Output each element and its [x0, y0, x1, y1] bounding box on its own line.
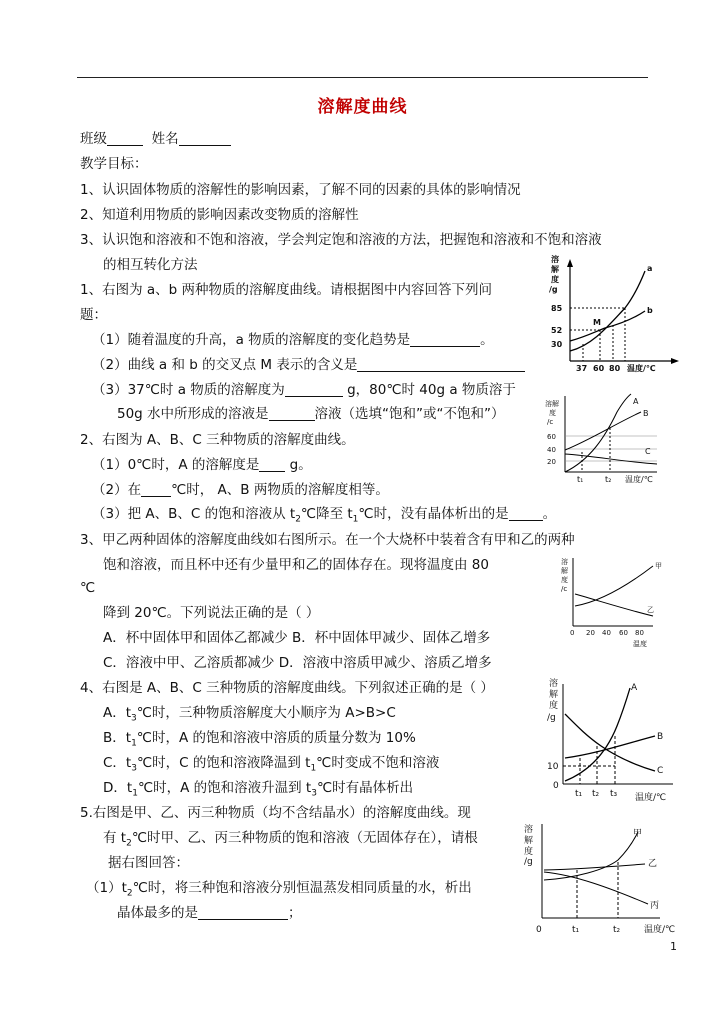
subscript: 1 — [352, 514, 359, 525]
option-text: ℃时有晶体析出 — [316, 780, 414, 796]
q1-part1 — [92, 331, 494, 349]
option-text: D．t — [103, 780, 133, 796]
stem-text: ℃时甲、乙、丙三种物质的饱和溶液（无固体存在），请根 — [131, 830, 478, 846]
curve-yi — [575, 594, 653, 616]
axis-label: /g — [549, 285, 558, 294]
curve-label: 甲 — [633, 829, 643, 839]
curve-label: A — [631, 683, 638, 693]
y-axis-label — [549, 254, 559, 294]
axis-label: 溶 — [561, 558, 568, 566]
q3-stem: 3、甲乙两种固体的溶解度曲线如右图所示。在一个大烧杯中装着含有甲和乙的两种 — [80, 532, 575, 548]
subscript: 1 — [132, 788, 138, 799]
q2-part2 — [92, 481, 389, 499]
goal-item: 3、认识饱和溶液和不饱和溶液，学会判定饱和溶液的方法，把握饱和溶液和不饱和溶液 — [80, 232, 602, 248]
q2-part2-end: ℃时， A、B 两物质的溶解度相等。 — [171, 482, 389, 498]
tick-label: 30 — [551, 340, 563, 349]
axis-label: 解 — [549, 690, 559, 700]
axis-label: 温度/℃ — [644, 925, 676, 935]
q2-part3-text-a: （3）把 A、B、C 的饱和溶液从 t — [92, 506, 296, 522]
q1-part3-blank1 — [285, 382, 343, 397]
tick-label: 37 — [576, 364, 588, 373]
option-text: ℃时，A 的饱和溶液升温到 t — [137, 780, 312, 796]
goal-item: 的相互转化方法 — [103, 257, 198, 273]
tick-label: 0 — [570, 629, 575, 637]
goal-item: 1、认识固体物质的溶解性的影响因素，了解不同的因素的具体的影响情况 — [80, 182, 521, 198]
q1-part3-cont — [117, 405, 505, 423]
q1-part2-text: （2）曲线 a 和 b 的交叉点 M 表示的含义是 — [92, 357, 358, 373]
q5-part1 — [86, 879, 472, 903]
axis-label: 度 — [551, 275, 559, 284]
figure-solubility-abc-1 — [545, 392, 685, 487]
axis-label: 解 — [524, 836, 534, 846]
tick-label: t₁ — [572, 925, 580, 935]
q5-part1-blank — [198, 905, 288, 920]
q1-part3-text-d: 溶液（选填“饱和”或“不饱和”） — [314, 406, 505, 422]
tick-label: 80 — [609, 364, 621, 373]
q1-part3-text-c: 50g 水中所形成的溶液是 — [117, 406, 269, 422]
q5-stem-cont — [103, 829, 478, 853]
axis-label: 溶解 — [545, 400, 559, 408]
option-text: ℃时，A 的饱和溶液中溶质的质量分数为 10% — [136, 730, 416, 746]
name-label: 姓名 — [151, 131, 179, 147]
stem-text: 有 t — [103, 830, 127, 846]
curve-label: 乙 — [647, 606, 654, 614]
q1-part3-text-a: （3）37℃时 a 物质的溶解度为 — [92, 382, 285, 398]
q3-stem-unit: ℃ — [80, 580, 96, 596]
class-name-row — [80, 130, 231, 148]
q5-stem: 5.右图是甲、乙、丙三种物质（均不含结晶水）的溶解度曲线。现 — [80, 805, 471, 821]
axis-label: 溶 — [551, 255, 559, 264]
q2-part2-text: （2）在 — [92, 482, 142, 498]
goals-heading: 教学目标： — [80, 156, 148, 172]
curve-label: B — [643, 409, 649, 418]
option-text: C．t — [103, 755, 132, 771]
axis-label: 温度 — [633, 640, 647, 648]
q2-part1 — [92, 456, 312, 474]
curve-yi — [544, 864, 645, 870]
curve-label: C — [657, 766, 664, 776]
header-rule — [77, 77, 648, 78]
tick-label: t₂ — [605, 475, 612, 484]
q1-part3-blank2 — [269, 406, 315, 421]
axis-label: 度 — [549, 409, 556, 417]
axis-label: 度 — [524, 847, 534, 857]
option-text: ℃时变成不饱和溶液 — [316, 755, 440, 771]
q2-part1-blank — [259, 457, 285, 472]
subscript: 3 — [131, 763, 137, 774]
tick-label: 60 — [619, 629, 628, 637]
x-axis-arrow — [671, 358, 679, 364]
curve-label: b — [647, 306, 653, 315]
part-text: ℃时，将三种饱和溶液分别恒温蒸发相同质量的水，析出 — [132, 880, 472, 896]
option-text: A．t — [103, 705, 132, 721]
q3-options-ab: A．杯中固体甲和固体乙都减少 B．杯中固体甲减少、固体乙增多 — [103, 630, 491, 646]
q1-part1-end: 。 — [480, 332, 494, 348]
q2-part3-end: 。 — [542, 506, 557, 522]
q1-part2-blank — [357, 357, 525, 372]
axis-label: 溶 — [549, 679, 559, 689]
q2-part3 — [92, 505, 556, 529]
axis-label: /g — [524, 857, 533, 867]
q3-question: 降到 20℃。下列说法正确的是（ ） — [103, 605, 320, 621]
q5-part1-cont — [117, 904, 302, 922]
axis-label: 度 — [561, 576, 568, 584]
class-label: 班级 — [80, 131, 107, 147]
point-label: M — [593, 318, 601, 327]
part-text: ； — [288, 905, 302, 921]
q1-part1-blank — [410, 332, 480, 347]
q1-stem: 1、右图为 a、b 两种物质的溶解度曲线。请根据图中内容回答下列问 — [80, 282, 493, 298]
q3-options-cd: C．溶液中甲、乙溶质都减少 D．溶液中溶质甲减少、溶质乙增多 — [103, 655, 492, 671]
axis-label: /c — [547, 418, 554, 426]
q2-part3-blank — [509, 506, 543, 521]
q2-part1-text: （1）0℃时，A 的溶解度是 — [92, 457, 260, 473]
q3-stem-cont: 饱和溶液，而且杯中还有少量甲和乙的固体存在。现将温度由 80 — [103, 557, 489, 573]
subscript: 3 — [311, 788, 317, 799]
tick-label: t₂ — [613, 925, 621, 935]
part-text: （1）t — [86, 880, 127, 896]
tick-label: 80 — [635, 629, 644, 637]
tick-label: t₂ — [592, 789, 600, 799]
tick-label: 10 — [547, 762, 559, 772]
curve-label: 甲 — [655, 562, 662, 570]
q4-option-d — [103, 779, 413, 803]
option-text: ℃时，三种物质溶解度大小顺序为 A>B>C — [136, 705, 396, 721]
option-text: B．t — [103, 730, 132, 746]
axis-label: 温度/℃ — [627, 364, 656, 373]
q4-option-b — [103, 729, 416, 753]
curve-label: a — [647, 264, 653, 273]
tick-label: t₁ — [575, 789, 583, 799]
q1-part3 — [92, 381, 516, 399]
axis-label: 度 — [549, 701, 559, 711]
q1-part3-text-b: g，80℃时 40g a 物质溶于 — [342, 382, 516, 398]
tick-label: 20 — [586, 629, 595, 637]
part-text: 晶体最多的是 — [117, 905, 198, 921]
axis-label: /g — [547, 713, 556, 723]
tick-label: t₃ — [610, 789, 618, 799]
curve-label: 丙 — [650, 901, 660, 911]
q1-stem-cont: 题： — [80, 307, 107, 323]
curve-bing — [544, 872, 648, 904]
axis-label: /c — [561, 585, 568, 593]
goal-item: 2、知道利用物质的影响因素改变物质的溶解性 — [80, 207, 359, 223]
axis-label: 解 — [561, 567, 568, 575]
tick-label: t₁ — [577, 475, 584, 484]
curve-jia — [544, 832, 638, 880]
q4-option-a — [103, 704, 396, 728]
q4-option-c — [103, 754, 439, 778]
axis-label: 解 — [551, 265, 559, 274]
curve-jia — [575, 566, 653, 606]
axis-label: 温度/℃ — [635, 793, 667, 803]
page-title: 溶解度曲线 — [317, 97, 408, 117]
curve-label: C — [645, 447, 651, 456]
tick-label: 60 — [547, 433, 556, 441]
axis-label: 温度/℃ — [625, 475, 653, 484]
q5-stem-end: 据右图回答： — [108, 855, 189, 871]
tick-label: 40 — [602, 629, 611, 637]
tick-label: 60 — [593, 364, 605, 373]
tick-label: 52 — [551, 326, 563, 335]
curve-label: A — [633, 397, 639, 406]
subscript: 1 — [310, 763, 317, 774]
subscript: 2 — [295, 514, 301, 525]
subscript: 3 — [131, 713, 137, 724]
option-text: ℃时，C 的饱和溶液降温到 t — [136, 755, 311, 771]
q2-part2-blank — [141, 482, 171, 497]
figure-solubility-jia-yi-bing — [520, 822, 690, 940]
axis-label: 溶 — [524, 825, 534, 835]
q1-part1-text: （1）随着温度的升高，a 物质的溶解度的变化趋势是 — [92, 332, 411, 348]
subscript: 2 — [126, 888, 133, 899]
curve-C — [565, 454, 657, 464]
q2-part3-text-b: ℃降至 t — [300, 506, 353, 522]
subscript: 1 — [131, 738, 137, 749]
curve-B — [565, 736, 655, 758]
figure-solubility-ab — [545, 253, 685, 378]
y-axis-arrow — [567, 259, 573, 267]
name-blank — [179, 131, 231, 146]
tick-label: 0 — [553, 781, 559, 791]
tick-label: 20 — [547, 458, 556, 466]
curve-label: B — [657, 732, 664, 742]
q2-part3-text-c: ℃时，没有晶体析出的是 — [358, 506, 509, 522]
tick-label: 0 — [536, 925, 542, 935]
curve-C — [565, 714, 655, 771]
curve-B — [565, 412, 641, 450]
q2-stem: 2、右图为 A、B、C 三种物质的溶解度曲线。 — [80, 432, 355, 448]
tick-label: 85 — [551, 304, 563, 313]
q1-part2 — [92, 356, 525, 374]
q2-part1-end: g。 — [285, 457, 312, 473]
curve-a — [570, 271, 645, 351]
figure-solubility-abc-2 — [545, 676, 685, 804]
curve-label: 乙 — [648, 859, 658, 869]
figure-solubility-jia-yi — [553, 554, 683, 652]
q4-stem: 4、右图是 A、B、C 三种物质的溶解度曲线。下列叙述正确的是（ ） — [80, 680, 494, 696]
subscript: 2 — [126, 838, 132, 849]
tick-label: 40 — [547, 446, 556, 454]
page-number: 1 — [670, 940, 677, 953]
class-blank — [107, 131, 143, 146]
